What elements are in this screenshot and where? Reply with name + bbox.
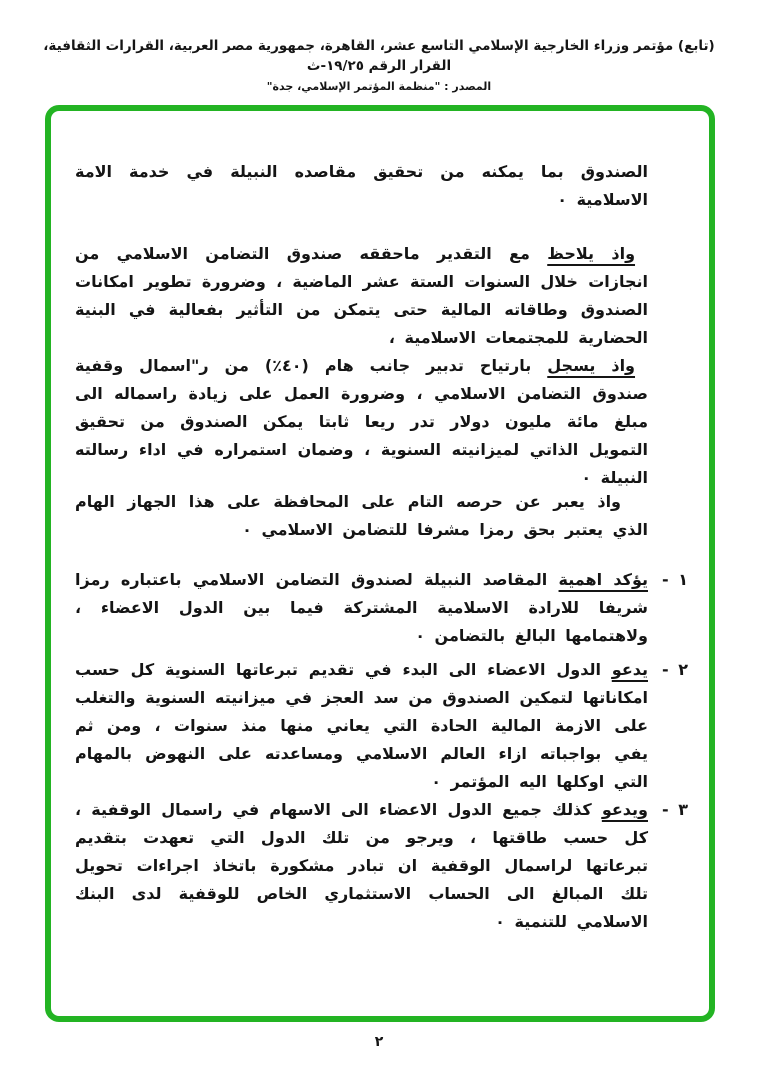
underlined-lead: واذ يسجل xyxy=(547,356,636,375)
paragraph-text: مع التقدير ماحققه صندوق التضامن الاسلامي من انجازات خلال السنوات الستة عشر الماضية ، وضرورة تطوير امكانات الصندوق وطاقاته المالية حتى يتمكن من التأثير بفعالية في البنية الحضارية للمجتمعات الاسلامية ، xyxy=(75,244,648,347)
paragraph-text: بارتياح تدبير جانب هام (٤٠٪) من ر"اسمال وقفية صندوق التضامن الاسلامي ، وضرورة العمل على زيادة راسماله الى مبلغ مائة مليون دولار تدر ريعا ثابتا يمكن الصندوق من تحقيق التمويل الذاتي لميزانيته السنوية ، وضمان استمراره في اداء رسالته النبيلة ٠ xyxy=(75,356,648,487)
underlined-lead: يدعو xyxy=(611,660,648,679)
document-header xyxy=(28,36,730,93)
list-item-1 xyxy=(75,566,688,650)
paragraph-continuation xyxy=(75,158,648,214)
underlined-lead: واذ يلاحظ xyxy=(547,244,636,263)
list-item-3 xyxy=(75,796,688,936)
paragraph-text: واذ يعبر عن حرصه التام على المحافظة على هذا الجهاز الهام الذي يعتبر بحق رمزا مشرفا للتضامن الاسلامي ٠ xyxy=(75,492,648,539)
paragraph-preamble-2 xyxy=(75,352,648,492)
item-text: المقاصد النبيلة لصندوق التضامن الاسلامي باعتباره رمزا شريفا للارادة الاسلامية المشتركة فيما بين الدول الاعضاء ، ولاهتمامها البالغ بالتضامن ٠ xyxy=(75,570,648,645)
item-number: ١ - xyxy=(662,570,688,589)
item-number: ٢ - xyxy=(662,660,688,679)
underlined-lead: ويدعو xyxy=(601,800,648,819)
page-number: ٢ xyxy=(374,1034,384,1050)
list-item-2 xyxy=(75,656,688,796)
header-source-line: المصدر : "منظمة المؤتمر الإسلامي، جدة" xyxy=(266,80,492,93)
item-text: كذلك جميع الدول الاعضاء الى الاسهام في راسمال الوقفية ، كل حسب طاقتها ، ويرجو من تلك الدول التي تعهدت بتقديم تبرعاتها لراسمال الوقفية ان تبادر مشكورة باتخاذ اجراءات تحويل تلك المبالغ الى الحساب الاستثماري الخاص للوقفية لدى البنك الاسلامي للتنمية ٠ xyxy=(75,800,648,931)
item-number: ٣ - xyxy=(662,800,688,819)
paragraph-preamble-1 xyxy=(75,240,648,352)
paragraph-preamble-3 xyxy=(75,488,648,544)
paragraph-text: الصندوق بما يمكنه من تحقيق مقاصده النبيلة في خدمة الامة الاسلامية ٠ xyxy=(75,162,648,209)
item-text: الدول الاعضاء الى البدء في تقديم تبرعاتها السنوية كل حسب امكاناتها لتمكين الصندوق من سد العجز في ميزانيته السنوية والتغلب على الازمة المالية الحادة التي يعاني منها منذ سنوات ، ومن ثم يفي بواجباته ازاء العالم الاسلامي ومساعدته على النهوض بالمهام التي اوكلها اليه المؤتمر ٠ xyxy=(75,660,648,791)
underlined-lead: يؤكد اهمية xyxy=(558,570,648,589)
header-title: (تابع) مؤتمر وزراء الخارجية الإسلامي التاسع عشر، القاهرة، جمهورية مصر العربية، القرارات الثقافية، القرار الرقم ١٩/٢٥-ث xyxy=(43,38,715,74)
